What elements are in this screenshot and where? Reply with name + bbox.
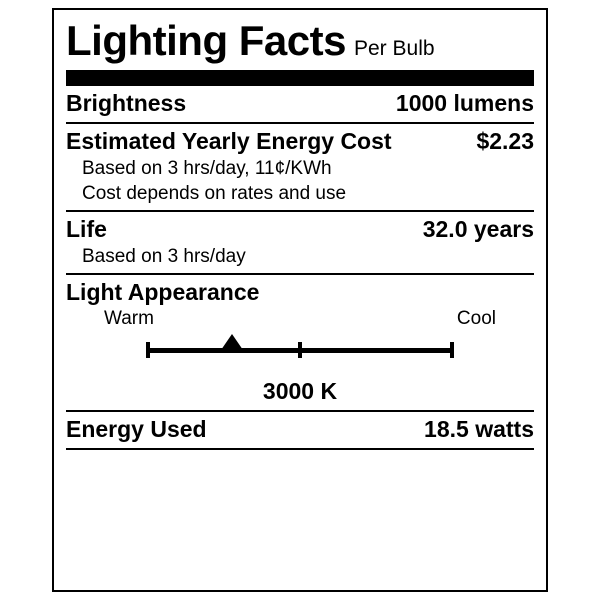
energy-used-value: 18.5 watts — [424, 416, 534, 442]
scale-marker-triangle-icon — [221, 334, 243, 350]
brightness-section — [54, 86, 546, 122]
label-title-row — [54, 10, 546, 64]
energy-cost-note-basis: Based on 3 hrs/day, 11¢/KWh — [82, 158, 332, 179]
lighting-facts-label — [52, 8, 548, 592]
brightness-value: 1000 lumens — [395, 90, 534, 116]
life-label: Life — [66, 216, 107, 242]
life-value: 32.0 years — [422, 216, 534, 242]
energy-cost-note-rates: Cost depends on rates and use — [82, 183, 347, 204]
brightness-label: Brightness — [66, 90, 187, 116]
scale-min-label: Warm — [104, 308, 154, 329]
light-appearance-label: Light Appearance — [66, 279, 260, 305]
scale-tick-left — [146, 342, 150, 358]
light-appearance-section — [54, 275, 546, 410]
energy-cost-section — [54, 124, 546, 210]
energy-used-label: Energy Used — [66, 416, 207, 442]
page-title-suffix: Per Bulb — [354, 37, 435, 60]
title-divider-bar — [66, 70, 534, 86]
energy-cost-label: Estimated Yearly Energy Cost — [66, 128, 392, 154]
appearance-scale-labels — [66, 306, 534, 330]
page-title: Lighting Facts — [66, 17, 346, 64]
color-temperature-value: 3000 K — [262, 378, 338, 404]
life-section — [54, 212, 546, 273]
life-note: Based on 3 hrs/day — [82, 246, 246, 267]
energy-used-section — [54, 412, 546, 448]
scale-tick-right — [450, 342, 454, 358]
energy-cost-value: $2.23 — [476, 128, 534, 154]
scale-max-label: Cool — [456, 308, 496, 329]
appearance-scale — [66, 334, 534, 376]
scale-tick-middle — [298, 342, 302, 358]
footer-blank-area — [54, 450, 546, 520]
